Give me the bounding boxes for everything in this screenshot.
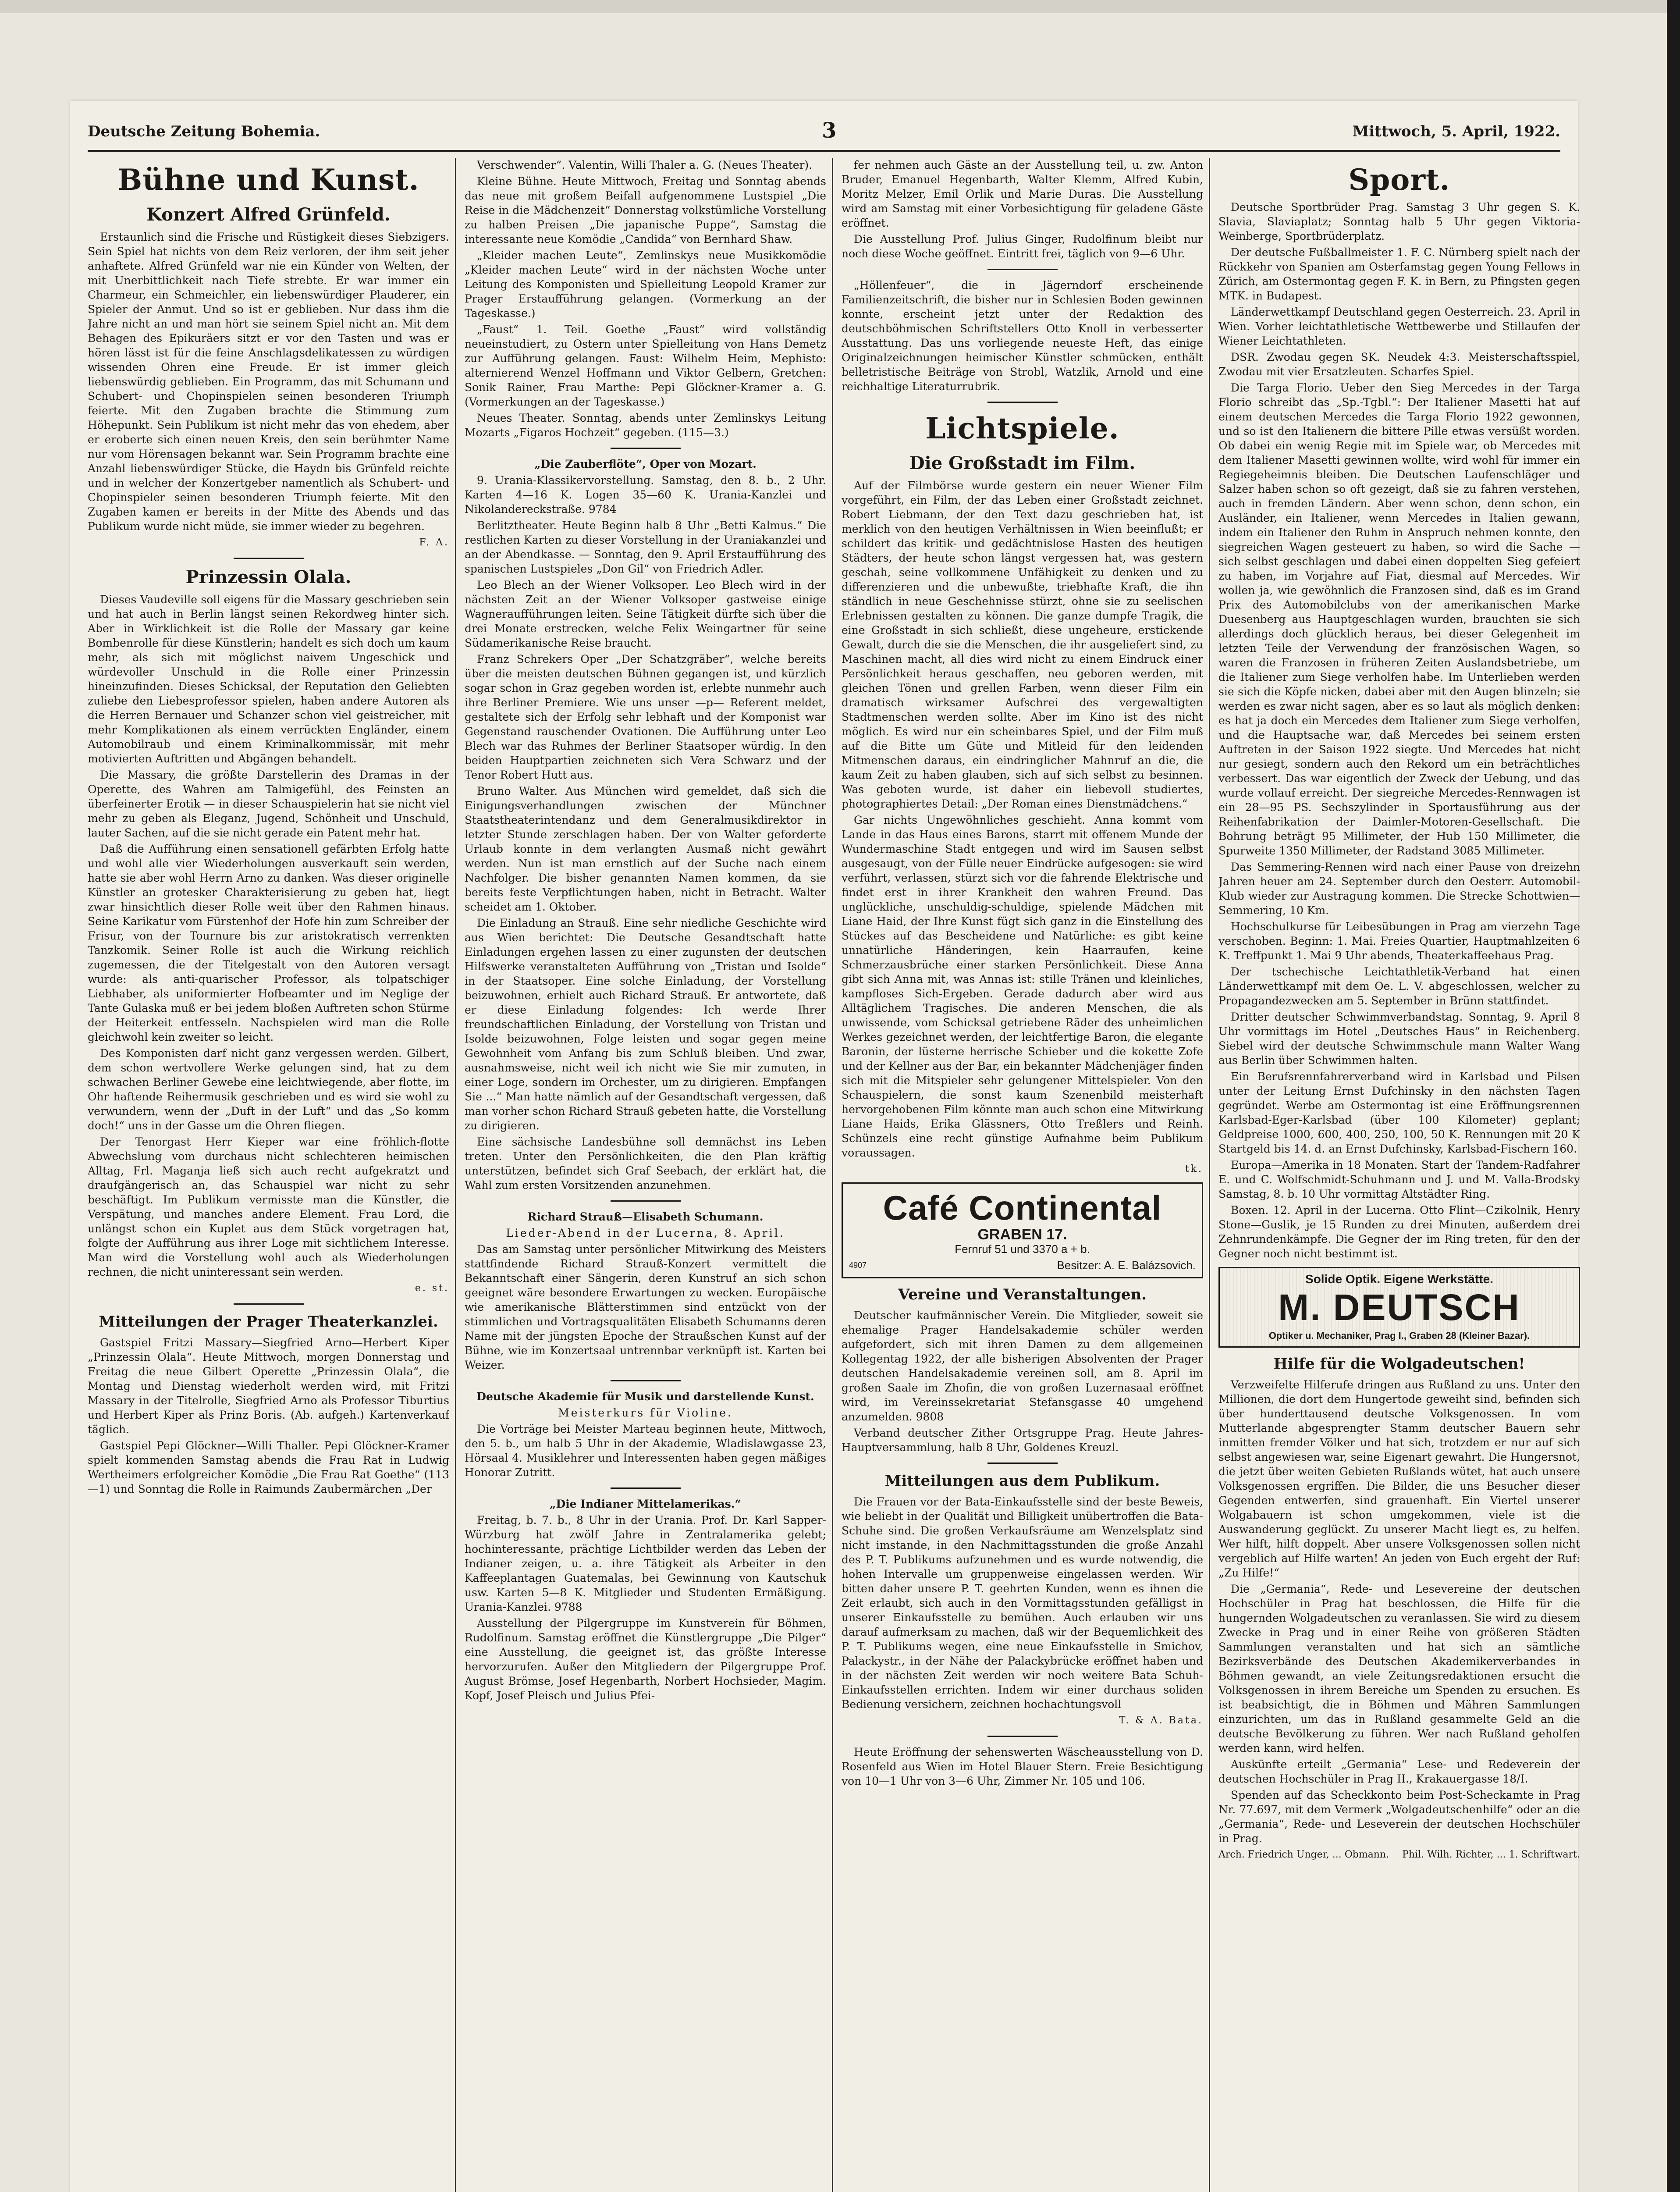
separator	[234, 558, 304, 559]
ad-name: Café Continental	[883, 1189, 1162, 1227]
ad-address: GRABEN 17.	[977, 1226, 1067, 1243]
article-title: Mitteilungen der Prager Theaterkanzlei.	[99, 1313, 438, 1331]
article-paragraph: Erstaunlich sind die Frische und Rüstigkeit dieses Siebzigers. Sein Spiel hat nichts von dem Reiz verloren, der ihm seit jeher anhaftete. Alfred Grünfeld war nie ein Künder von Welten, der mit Unerbittlichkeit nach Tiefe strebte. Er war immer ein Charmeur, ein Schmeichler, ein liebenswürdiger Plauderer, ein Spieler der Anmut. Und so ist er geblieben. Nur dass ihm die Jahre nicht an und man hört sie seinem Spiel nicht an. Mit dem Behagen des Epikuräers sitzt er vor den Tasten und was er hören lässt ist für die feine Anschlagsdelikatessen zu würdigen wissenden Ohren eine Freude. Er ist immer gleich liebenswürdig geblieben. Ein Programm, das mit Schumann und Schubert- und Chopinspielen seinen besonderen Triumph feierte. Mit den Zugaben brachte die Stimmung zum Höhepunkt. Sein Publikum ist nicht mehr das von ehedem, aber er eroberte sich einen neuen Kreis, den sein berühmter Name nur vom Hörensagen bekannt war. Sein Programm brachte eine Anzahl liebenswürdiger Stücke, die Haydn bis Grünfeld reichte und in welcher der Konzertgeber namentlich als Schubert- und Chopinspieler seinen besonderen Triumph feierte. Mit den Zugaben kamen er bereits in der Mitte des Abends und das Publikum wurde nicht müde, sie immer wieder zu begehren.	[88, 231, 449, 533]
article-paragraph: Länderwettkampf Deutschland gegen Oesterreich. 23. April in Wien. Vorher leichtathletische Wettbewerbe und Stillaufen der Wiener Leichtathleten.	[1218, 306, 1580, 347]
appeal-title: Hilfe für die Wolgadeutschen!	[1273, 1355, 1525, 1373]
column-2	[465, 158, 826, 2192]
article-paragraph: 9. Urania-Klassikervorstellung. Samstag, den 8. b., 2 Uhr. Karten 4—16 K. Logen 35—60 K. Urania-Kanzlei und Nikolandereckstraße. 9784	[465, 474, 826, 516]
notice-title: Deutsche Akademie für Musik und darstellende Kunst.	[476, 1390, 814, 1403]
article-paragraph: Die Massary, die größte Darstellerin des Dramas in der Operette, des Wahren am Talmigefühl, des Feinsten an überfeinerter Erotik — in dieser Schauspielerin hat sie nicht viel mehr zu geben als Eleganz, Jugend, Schönheit und Unschuld, lauter Sachen, auf die sie nicht gerade ein Patent mehr hat.	[88, 769, 449, 839]
section-heading-lichtspiele: Lichtspiele.	[925, 411, 1119, 445]
column-3	[842, 158, 1203, 2192]
separator	[611, 1487, 681, 1489]
article-paragraph: Die Einladung an Strauß. Eine sehr niedliche Geschichte wird aus Wien berichtet: Die Deutsche Gesandtschaft hatte Einladungen ergehen lassen zu einer zugunsten der deutschen Hilfswerke veranstalteten Aufführung von „Tristan und Isolde“ in der Staatsoper. Eine solche Einladung, der Vorstellung beizuwohnen, erhielt auch Richard Strauß. Er antwortete, daß er diese Einladung folgendes: Ich werde Ihrer freundschaftlichen Einladung, der Vorstellung von Tristan und Isolde beizuwohnen, Folge leisten und sogar gegen meine Gewohnheit vom Anfang bis zum Schluß bleiben. Und zwar, ausnahmsweise, nicht weil ich nicht wie Sie mir zumuten, in einer Loge, sondern im Orchester, um zu dirigieren. Empfangen Sie ...“ Man hatte nämlich auf der Gesandtschaft vergessen, daß man vorher schon Richard Strauß gebeten hatte, die Vorstellung zu dirigieren.	[465, 917, 826, 1132]
section-heading-sport: Sport.	[1348, 163, 1450, 197]
notice-title: Richard Strauß—Elisabeth Schumann.	[527, 1210, 764, 1223]
column-divider	[455, 158, 456, 2192]
article-paragraph: Neues Theater. Sonntag, abends unter Zemlinskys Leitung Mozarts „Figaros Hochzeit“ gegeben. (115—3.)	[465, 412, 826, 439]
separator	[987, 1463, 1058, 1464]
notice-subtitle: Lieder-Abend in der Lucerna, 8. April.	[506, 1227, 785, 1239]
issue-date: Mittwoch, 5. April, 1922.	[1352, 123, 1560, 140]
article-paragraph: Hochschulkurse für Leibesübungen in Prag am vierzehn Tage verschoben. Beginn: 1. Mai. Freies Quartier, Hauptmahlzeiten 6 K. Treffpunkt 1. Mai 9 Uhr abends, Theaterkaffeehaus Prag.	[1218, 920, 1580, 962]
notice-title: „Die Indianer Mittelamerikas.“	[550, 1498, 741, 1510]
separator	[611, 1380, 681, 1381]
article-paragraph: Boxen. 12. April in der Lucerna. Otto Flint—Czikolnik, Henry Stone—Guslik, je 15 Runden zu drei Minuten, außerdem drei Zehnrundenkämpfe. Die Gegner der im Ring treten, für den der Gegner noch nicht bestimmt ist.	[1218, 1204, 1580, 1260]
article-paragraph: Daß die Aufführung einen sensationell gefärbten Erfolg hatte und wohl alle vier Wiederholungen ausverkauft sein werden, hatte sie aber wohl Herrn Arno zu danken. Was dieser originelle Künstler an grotesker Charakterisierung zu geben hat, liegt zwar hinsichtlich dieser Rolle weit über den Rahmen hinaus. Seine Karikatur vom Fürstenhof der Hofe hin zum Schreiber der Frisur, von der Tournure bis zur aristokratisch verrenkten Tanzkomik. Seiner Rolle ist auch die Wirkung reichlich zugemessen, die der Titelgestalt von den Autoren versagt wurde: als anti-quarischer Professor, als tolpatschiger Liebhaber, als uniformierter Hofbeamter und im Neglige der Tante Gulaska muß er bei jedem bloßen Auftreten schon Stürme der Heiterkeit entfesseln. Nachspielen wird man die Rolle gleichwohl kein zweiter so leicht.	[88, 843, 449, 1043]
article-paragraph: Leo Blech an der Wiener Volksoper. Leo Blech wird in der nächsten Zeit an der Wiener Volksoper gastweise einige Wagneraufführungen leiten. Seine Tätigkeit dürfte sich über die drei Monate erstrecken, welche Felix Weingartner für seine Südamerikanische Reise braucht.	[465, 579, 826, 649]
article-paragraph: Gastspiel Fritzi Massary—Siegfried Arno—Herbert Kiper „Prinzessin Olala“. Heute Mittwoch, morgen Donnerstag und Freitag die neue Gilbert Operette „Prinzessin Olala“, die Montag und Dienstag wiederholt werden wird, mit Fritzi Massary in der Titelrolle, Siegfried Arno als Professor Tiburtius und Herbert Kiper als Prinz Boris. (Ab. aufgeh.) Kartenverkauf täglich.	[88, 1336, 449, 1436]
article-paragraph: Verband deutscher Zither Ortsgruppe Prag. Heute Jahres-Hauptversammlung, halb 8 Uhr, Goldenes Kreuzl.	[842, 1427, 1203, 1454]
author-signature: e. st.	[415, 1283, 449, 1294]
separator	[234, 1303, 304, 1305]
article-paragraph: Auf der Filmbörse wurde gestern ein neuer Wiener Film vorgeführt, ein Film, der das Leben einer Großstadt zeichnet. Robert Liebmann, der den Text dazu geschrieben hat, ist merklich von den heutigen Verhältnissen in Wien beeinflußt; er schildert das kritik- und gedächtnislose Hasten des heutigen Städters, der heute schon längst vergessen hat, was gestern geschah, seine vollkommene Unfähigkeit zu denken und zu differenzieren und die unbewußte, triebhafte Kraft, die ihn ständlich in neue Geschehnisse stürzt, ohne sie zu seelischen Erlebnissen gestalten zu können. Die ganze dumpfe Tragik, die eine Großstadt in sich schließt, diese ungeheure, erstickende Gewalt, durch die sie die Menschen, die ihr ausgeliefert sind, zu Maschinen macht, all dies wird nicht zu einem Eindruck einer Persönlichkeit heraus geschaffen, neu geboren werden, mit gleichen Tönen und grellen Farben, wenn dieser Film ein dramatisch wirksamer Aufschrei des vergewaltigten Stadtmenschen werden sollte. Aber im Kino ist des nicht möglich. Es wird nur ein scheinbares Spiel, und der Film muß auf die Bitte um Güte und Mitleid für den leidenden Mitmenschen daraus, ein eindringlicher Mahnruf an die, die kaum Zeit zu haben glauben, sich auf sich selbst zu besinnen. Was geboten wurde, ist daher ein liebevoll studiertes, photographiertes Detail: „Der Roman eines Dienstmädchens.“	[842, 479, 1203, 810]
article-paragraph: Heute Eröffnung der sehenswerten Wäscheausstellung von D. Rosenfeld aus Wien im Hotel Blauer Stern. Freie Besichtigung von 10—1 Uhr von 3—6 Uhr, Zimmer Nr. 105 und 106.	[842, 1746, 1203, 1787]
separator	[987, 1736, 1058, 1737]
section-heading-vereine: Vereine und Veranstaltungen.	[898, 1286, 1147, 1303]
article-paragraph: Verzweifelte Hilferufe dringen aus Rußland zu uns. Unter den Millionen, die dort dem Hungertode geweiht sind, befinden sich über hunderttausend deutsche Volksgenossen. In vom Mutterlande abgesprengter Stamm deutscher Bauern sehr inmitten fremder Völker und hat sich, trotzdem er nur auf sich selbst angewiesen war, seine Eigenart gewahrt. Die Hungersnot, die jetzt über weiten Gebieten Rußlands wütet, hat auch unsere Volksgenossen ergriffen. Die Bilder, die uns Besucher dieser Gegenden entwerfen, sind grauenhaft. Ein Viertel unserer Wolgabauern ist schon umgekommen, viele ist die Auswanderung geglückt. Zu unserer Macht liegt es, zu helfen. Wer hilft, hilft doppelt. Aber unsere Volksgenossen sollen nicht vergeblich auf Hilfe warten! An jeden von Euch ergeht der Ruf: „Zu Hilfe!“	[1218, 1378, 1580, 1579]
newspaper-page	[70, 101, 1578, 2192]
article-paragraph: Gastspiel Pepi Glöckner—Willi Thaller. Pepi Glöckner-Kramer spielt kommenden Samstag abends die Frau Rat in Ludwig Wertheimers erfolgreicher Komödie „Die Frau Rat Goethe“ (113—1) und Sonntag die Rolle in Raimunds Zaubermärchen „Der	[88, 1439, 449, 1495]
notice-title: „Die Zauberflöte“, Oper von Mozart.	[534, 458, 757, 470]
article-paragraph: Die „Germania“, Rede- und Lesevereine der deutschen Hochschüler in Prag hat beschlossen, die Hilfe für die hungernden Wolgadeutschen zu veranlassen. Sie wird zu diesem Zwecke in Prag und in einer Reihe von größeren Städten Sammlungen veranstalten und hat sich an sämtliche Bezirksverbände des Deutschen Akademikerverbandes in Böhmen gewandt, an viele Zeitungsredaktionen ersucht die Volksgenossen in ihrem Bereiche um Spenden zu ersuchen. Es ist beabsichtigt, die in Böhmen und Mähren Sammlungen einzurichten, um das in Rußland gesammelte Geld an die deutsche Bevölkerung zu führen. Wer nach Rußland geholfen werden kann, wird helfen.	[1218, 1583, 1580, 1754]
article-paragraph: Die Ausstellung Prof. Julius Ginger, Rudolfinum bleibt nur noch diese Woche geöffnet. Eintritt frei, täglich von 9—6 Uhr.	[842, 233, 1203, 260]
scan-border-right	[1667, 0, 1680, 2192]
article-paragraph: Dritter deutscher Schwimmverbandstag. Sonntag, 9. April 8 Uhr vormittags im Hotel „Deutsches Haus“ in Reichenberg. Siebel wird der deutsche Schwimmschule mann Walter Wang aus Berlin über Schwimmen halten.	[1218, 1011, 1580, 1067]
article-title: Konzert Alfred Grünfeld.	[146, 204, 391, 225]
signatory: Arch. Friedrich Unger, ... Obmann.	[1218, 1849, 1389, 1860]
article-paragraph: Gar nichts Ungewöhnliches geschieht. Anna kommt vom Lande in das Haus eines Barons, starrt mit offenem Munde der Wundermaschine Stadt entgegen und wird im Sausen selbst ausgesaugt, von der Fülle neuer Eindrücke aufgesogen: sie wird verführt, verlassen, stürzt sich vor die fahrende Elektrische und findet erst in ihrer Krankheit den wahren Freund. Das unglückliche, unschuldig-schuldige, spielende Mädchen mit Liane Haid, der Ihre Kunst fügt sich ganz in die Einstellung des Stückes auf das Bescheidene und Natürliche: es gibt keine unnatürliche Händeringen, kein Haarraufen, keine Schmerzausbrüche einer starken Persönlichkeit. Diese Anna gibt sich Anna mit, was Annas ist: stille Tränen und kleinliches, kampfloses Sich-Ergeben. Gerade dadurch aber wird aus Alltäglichem Tragisches. Die anderen Menschen, die als unwissende, vom Schicksal getriebene Räder des unheimlichen Werkes gezeichnet werden, der leichtfertige Baron, die elegante Baronin, der lüsterne herrische Schieber und die kokette Zofe und der Kellner aus der Bar, ein bekannter Mädchenjäger finden sich mit die Mitspieler sehr gelungener Mittelspieler. Von den Schauspielern, die sonst kaum Szenenbild meisterhaft hervorgehobenen Film könnte man auch schon eine Mitwirkung Liane Haids, Erika Glässners, Otto Treßlers und Reinh. Schünzels eine recht günstige Aufnahme beim Publikum voraussagen.	[842, 814, 1203, 1159]
advertisement-cafe-continental	[842, 1182, 1203, 1278]
column-divider	[832, 158, 833, 2192]
article-paragraph: Des Komponisten darf nicht ganz vergessen werden. Gilbert, dem schon wertvollere Werke gelungen sind, hat zu dem schwachen Berliner Gewebe eine leichtwiegende, aber flotte, im Ohr haftende Reihermusik geschrieben und es wird sie wohl zu verwundern, wenn der „Duft in der Luft“ und das „So komm doch!“ uns in der Gasse um die Ohren fliegen.	[88, 1047, 449, 1132]
article-paragraph: Das Semmering-Rennen wird nach einer Pause von dreizehn Jahren heuer am 24. September durch den Oesterr. Automobil-Klub wieder zur Austragung kommen. Die Strecke Schottwien—Semmering, 10 Km.	[1218, 861, 1580, 917]
article-title: Die Großstadt im Film.	[909, 453, 1136, 473]
column-4	[1218, 158, 1580, 2192]
article-paragraph: Europa—Amerika in 18 Monaten. Start der Tandem-Radfahrer E. und C. Wolfschmidt-Schuhmann und J. und M. Valla-Brodsky Samstag, 8. b. 10 Uhr vormittag Altstädter Ring.	[1218, 1159, 1580, 1200]
article-paragraph: Berlitztheater. Heute Beginn halb 8 Uhr „Betti Kalmus.“ Die restlichen Karten zu dieser Vorstellung in der Uraniakanzlei und an der Abendkasse. — Sonntag, den 9. April Erstaufführung des spanischen Lustspieles „Don Gil“ von Friedrich Adler.	[465, 519, 826, 575]
article-paragraph: Spenden auf das Scheckkonto beim Post-Scheckamte in Prag Nr. 77.697, mit dem Vermerk „Wolgadeutschenhilfe“ oder an die „Germania“, Rede- und Leseverein der deutschen Hochschüler in Prag.	[1218, 1789, 1580, 1845]
article-paragraph: fer nehmen auch Gäste an der Ausstellung teil, u. zw. Anton Bruder, Emanuel Hegenbarth, Walter Klemm, Alfred Kubin, Moritz Melzer, Emil Orlik und Marie Duras. Die Ausstellung wird am Samstag mit einer Vorbesichtigung für geladene Gäste eröffnet.	[842, 159, 1203, 229]
section-heading-buehne: Bühne und Kunst.	[117, 163, 419, 197]
article-paragraph: Verschwender“. Valentin, Willi Thaler a. G. (Neues Theater).	[477, 159, 813, 171]
page-header	[88, 118, 1560, 149]
column-1	[88, 158, 449, 2192]
article-paragraph: Eine sächsische Landesbühne soll demnächst ins Leben treten. Unter den Persönlichkeiten, die den Plan kräftig unterstützen, befindet sich Graf Seebach, der erklärt hat, die Wahl zum ersten Vorsitzenden anzunehmen.	[465, 1135, 826, 1192]
article-title: Prinzessin Olala.	[185, 567, 352, 587]
article-paragraph: Ein Berufsrennfahrerverband wird in Karlsbad und Pilsen unter der Leitung Ernst Dufchinsky in den nächsten Tagen gegründet. Werbe am Ostermontag ist eine Eröffnungsrennen Karlsbad-Eger-Karlsbad (über 100 Kilometer) geplant; Geldpreise 1000, 600, 400, 250, 100, 50 K. Rennungen mit 20 K Startgeld bis 14. d. an Ernst Dufchinsky, Karlsbad-Fischern 160.	[1218, 1070, 1580, 1155]
article-paragraph: Dieses Vaudeville soll eigens für die Massary geschrieben sein und hat auch in Berlin längst seinen Rekordweg hinter sich. Aber in Wirklichkeit ist die Rolle der Massary gar keine Bombenrolle für diese Künstlerin; handelt es sich doch um kaum mehr, als sich mit möglichst naivem Ungeschick und würdevoller Unschuld in die Rolle einer Prinzessin hineinzufinden. Dieses Schicksal, der Reputation den Geliebten zuliebe den Liebesprofessor spielen, haben andere Autoren als die Herren Bernauer und Schanzer schon viel geistreicher, mit mehr Komplikationen als einem verrückten Engländer, einem Automobilraub und einem Kriminalkommissär, mit mehr motivierten Auftritten und Abgängen behandelt.	[88, 593, 449, 765]
ad-code: 4907	[849, 1261, 867, 1270]
article-paragraph: Die Targa Florio. Ueber den Sieg Mercedes in der Targa Florio schreibt das „Sp.-Tgbl.“: Der Italiener Masetti hat auf einem deutschen Mercedes die Targa Florio 1922 gewonnen, und so ist den Italienern die bittere Pille etwas versüßt worden. Ob dabei ein wenig Regie mit im Spiele war, ob Mercedes mit dem Italiener Masetti gewinnen wollte, wird wohl für immer ein Regiegeheimnis bleiben. Die Deutschen Laufenschläger und Salzer haben schon so oft gezeigt, daß sie zu fahren verstehen, auch in fremden Ländern. Aber wenn schon, denn schon, ein Ausländer, ein Italiener, wenn Mercedes in Italien gewann, indem ein Italiener den Ruhm in Anspruch nehmen konnte, den siegreichen Wagen gesteuert zu haben, so wird die Sache — sich selbst geschlagen und dabei einen doppelten Sieg gefeiert zu haben, im Vorjahre auf Fiat, diesmal auf Mercedes. Wir wollen ja, wie gewöhnlich die Franzosen sind, daß es im Grand Prix des Automobilclubs von der amerikanischen Marke Duesenberg aus Hauptgeschlagen wurden, brauchten sie sich allerdings doch glücklich heraus, bei dieser Gelegenheit im letzten Teile der Verwendung der französischen Wagen, so waren die Franzosen in früheren Zeiten Auslandsbetriebe, um die Italiener zum Siege verholfen habe. Im Unterlieben werden sie sich die Köpfe nicken, dabei aber mit den Augen blinzeln; sie werden es zwar nicht sagen, aber es so laut als möglich denken: es hat ja doch ein Mercedes dem Italiener zum Siege verholfen, und die Hauptsache war, daß Mercedes bei seinem ersten Auftreten in der Saison 1922 siegte. Und Mercedes hat nicht nur gesiegt, sondern auch den Rekord um ein beträchtliches verbessert. Das war eigentlich der Zweck der Uebung, und das wurde vollauf erreicht. Der siegreiche Mercedes-Rennwagen ist ein 28—95 PS. Sechszylinder in Sportausführung aus der Reihenfabrikation der Daimler-Motoren-Gesellschaft. Die Bohrung beträgt 95 Millimeter, der Hub 150 Millimeter, die Spurweite 1350 Millimeter, der Radstand 3085 Millimeter.	[1218, 381, 1580, 857]
signatory: Phil. Wilh. Richter, ... 1. Schriftwart.	[1402, 1849, 1580, 1860]
article-paragraph: Der deutsche Fußballmeister 1. F. C. Nürnberg spielt nach der Rückkehr von Spanien am Osterfamstag gegen Young Fellows in Zürich, am Ostermontag gegen F. K. in Bern, zu Pfingsten gegen MTK. in Budapest.	[1218, 246, 1580, 302]
separator	[987, 402, 1058, 403]
newspaper-title: Deutsche Zeitung Bohemia.	[88, 123, 320, 140]
separator	[611, 448, 681, 449]
article-paragraph: Franz Schrekers Oper „Der Schatzgräber“, welche bereits über die meisten deutschen Bühnen gegangen ist, und kürzlich sogar schon in Graz gegeben worden ist, erlebte nunmehr auch ihre Berliner Premiere. Wie uns unser —p— Referent meldet, gestaltete sich der Erfolg sehr lebhaft und der Komponist war Gegenstand rauschender Ovationen. Die Aufführung unter Leo Blech war das Ruhmes der Berliner Staatsoper würdig. In den beiden Hauptpartien zeichneten sich Vera Schwarz und der Tenor Robert Hutt aus.	[465, 653, 826, 781]
article-paragraph: Kleine Bühne. Heute Mittwoch, Freitag und Sonntag abends das neue mit großem Beifall aufgenommene Lustspiel „Die Reise in die Mädchenzeit“ Donnerstag volkstümliche Vorstellung zu halben Preisen „Die japanische Puppe“, Samstag die interessante neue Komödie „Candida“ von Bernhard Shaw.	[465, 175, 826, 246]
advertisement-m-deutsch	[1218, 1267, 1580, 1348]
ad-address: Optiker u. Mechaniker, Prag I., Graben 28 (Kleiner Bazar).	[1268, 1330, 1530, 1341]
article-paragraph: Der Tenorgast Herr Kieper war eine fröhlich-flotte Abwechslung vom durchaus nicht schlechteren heimischen Alltag, Frl. Maganja ließ sich auch recht aufgekratzt und draufgängerisch an, das Schauspiel war nicht zu sehr beschäftigt. Im Publikum vermisste man die Künstler, die Verspätung, und manches andere Element. Frau Lord, die unlängst schon ein Kuplet aus dem Stück vorgetragen hat, folgte der Aufführung aus ihrer Loge mit sichtlichem Interesse. Man wird die Vorstellung wohl auch als Wiederholungen rechnen, die nicht uninteressant sein werden.	[88, 1135, 449, 1278]
page-number: 3	[822, 118, 837, 143]
article-paragraph: Freitag, b. 7. b., 8 Uhr in der Urania. Prof. Dr. Karl Sapper-Würzburg hat zwölf Jahre in Zentralamerika gelebt; hochinteressante, prächtige Lichtbilder werden das Leben der Indianer zeigen, u. a. ihre Tätigkeit als Arbeiter in den Kaffeeplantagen Guatemalas, bei Gewinnung von Kautschuk usw. Karten 5—8 K. Mitglieder und Studenten Ermäßigung. Urania-Kanzlei. 9788	[465, 1514, 826, 1613]
article-paragraph: „Höllenfeuer“, die in Jägerndorf erscheinende Familienzeitschrift, die bisher nur in Schlesien Boden gewinnen konnte, erscheint jetzt unter der Redaktion des deutschböhmischen Schriftstellers Otto Knoll in verbesserter Ausstattung. Das uns vorliegende neueste Heft, das einige Originalzeichnungen heimischer Künstler schmücken, enthält belletristische Beiträge von Strobl, Watzlik, Arnold und eine reichhaltige Literaturrubrik.	[842, 279, 1203, 393]
section-heading-mitteilungen: Mitteilungen aus dem Publikum.	[884, 1472, 1160, 1490]
article-paragraph: Die Vorträge bei Meister Marteau beginnen heute, Mittwoch, den 5. b., um halb 5 Uhr in der Akademie, Wladislawgasse 23, Hörsaal 4. Musiklehrer und Interessenten haben gegen mäßiges Honorar Zutritt.	[465, 1423, 826, 1479]
ad-name: M. DEUTSCH	[1278, 1287, 1520, 1328]
article-paragraph: „Kleider machen Leute“, Zemlinskys neue Musikkomödie „Kleider machen Leute“ wird in der nächsten Woche unter Leitung des Komponisten und Spielleitung Leopold Kramer zur Prager Erstaufführung gelangen. (Vormerkung an der Tageskasse.)	[465, 249, 826, 320]
article-paragraph: Ausstellung der Pilgergruppe im Kunstverein für Böhmen, Rudolfinum. Samstag eröffnet die Künstlergruppe „Die Pilger“ eine Ausstellung, die geeignet ist, das größte Interesse hervorzurufen. Außer den Mitgliedern der Pilgergruppe Prof. August Brömse, Josef Hegenbarth, Norbert Hochsieder, Magim. Kopf, Josef Pleisch und Julius Pfei-	[465, 1617, 826, 1702]
ad-owner: Besitzer: A. E. Balázsovich.	[1057, 1259, 1196, 1272]
header-rule	[88, 150, 1560, 152]
article-paragraph: DSR. Zwodau gegen SK. Neudek 4:3. Meisterschaftsspiel, Zwodau mit vier Ersatzleuten. Scharfes Spiel.	[1218, 351, 1580, 378]
ad-phone: Fernruf 51 und 3370 a + b.	[955, 1242, 1090, 1256]
ad-tagline: Solide Optik. Eigene Werkstätte.	[1305, 1272, 1493, 1286]
article-paragraph: Die Frauen vor der Bata-Einkaufsstelle sind der beste Beweis, wie beliebt in der Qualität und Billigkeit unübertroffen die Bata-Schuhe sind. Die großen Verkaufsräume am Wenzelsplatz sind nicht imstande, in den Nachmittagsstunden die große Anzahl des P. T. Publikums aufzunehmen und es wurde notwendig, die hohen Intervalle um gruppenweise eingelassen werden. Wir bitten daher unsere P. T. geehrten Kunden, wenn es ihnen die Zeit erlaubt, sich auch in den Vormittagsstunden gefälligst in unserer Einkaufsstelle zu bemühen. Auch erlauben wir uns darauf aufmerksam zu machen, daß wir der Bequemlichkeit des P. T. Publikums wegen, eine neue Einkaufsstelle in Smichov, Palackystr., in der Nähe der Palackybrücke eröffnet haben und in der nächsten Zeit werden wir noch weitere Bata Schuh-Einkaufsstellen errichten. Indem wir einer durchaus soliden Bedienung versichern, zeichnen hochachtungsvoll	[842, 1495, 1203, 1711]
article-paragraph: „Faust“ 1. Teil. Goethe „Faust“ wird vollständig neueinstudiert, zu Ostern unter Spielleitung von Hans Demetz zur Aufführung gelangen. Faust: Wilhelm Heim, Mephisto: alternierend Wenzel Hoffmann und Viktor Gelbern, Gretchen: Sonik Rainer, Frau Marthe: Pepi Glöckner-Kramer a. G. (Vormerkungen an der Tageskasse.)	[465, 323, 826, 408]
company-signature: T. & A. Bata.	[1119, 1715, 1203, 1726]
article-paragraph: Auskünfte erteilt „Germania“ Lese- und Redeverein der deutschen Hochschüler in Prag II., Krakauergasse 18/I.	[1218, 1758, 1580, 1785]
author-signature: F. A.	[419, 537, 449, 548]
article-paragraph: Deutsche Sportbrüder Prag. Samstag 3 Uhr gegen S. K. Slavia, Slaviaplatz; Sonntag halb 5 Uhr gegen Viktoria-Weinberge, Sportbrüderplatz.	[1218, 201, 1580, 242]
article-paragraph: Deutscher kaufmännischer Verein. Die Mitglieder, soweit sie ehemalige Prager Handelsakademie schüler werden aufgefordert, sich mit ihren Damen zu dem allgemeinen Kollegentag 1922, der alle bisherigen Absolventen der Prager deutschen Handelsakademie vereinen soll, am 8. April im großen Saale im Zhofin, die von großen Luzernasaal eröffnet wird, im Vereinssekretariat Stefansgasse 40 umgehend anzumelden. 9808	[842, 1309, 1203, 1423]
author-signature: tk.	[1185, 1164, 1203, 1174]
notice-subtitle: Meisterkurs für Violine.	[558, 1406, 733, 1419]
article-paragraph: Bruno Walter. Aus München wird gemeldet, daß sich die Einigungsverhandlungen zwischen der Münchner Staatstheaterintendanz und dem Generalmusikdirektor in letzter Stunde zerschlagen haben. Der von Walter geforderte Urlaub konnte in dem verlangten Ausmaß nicht gewährt werden. Nun ist man ernstlich auf der Suche nach einem Nachfolger. Die bisher genannten Namen kommen, da sie bereits feste Verpflichtungen haben, nicht in Betracht. Walter scheidet am 1. Oktober.	[465, 785, 826, 913]
article-paragraph: Der tschechische Leichtathletik-Verband hat einen Länderwettkampf mit dem Oe. L. V. abgeschlossen, welcher zu Propagandezwecken am 5. September in Brünn stattfindet.	[1218, 965, 1580, 1007]
column-divider	[1209, 158, 1210, 2192]
separator	[611, 1200, 681, 1202]
separator	[987, 269, 1058, 270]
article-paragraph: Das am Samstag unter persönlicher Mitwirkung des Meisters stattfindende Richard Strauß-Konzert vermittelt die Bekanntschaft einer Sängerin, deren Kunstruf an sich schon geeignet wäre besondere Erwartungen zu wecken. Europäische wie amerikanische Blätterstimmen sind entzückt von der stimmlichen und Vortragsqualitäten Elisabeth Schumanns deren Name mit der jüngsten Epoche der Straußschen Kunst auf der Bühne, wie im Konzertsaal untrennbar verknüpft ist. Karten bei Weizer.	[465, 1243, 826, 1371]
scan-border-top	[0, 0, 1680, 13]
